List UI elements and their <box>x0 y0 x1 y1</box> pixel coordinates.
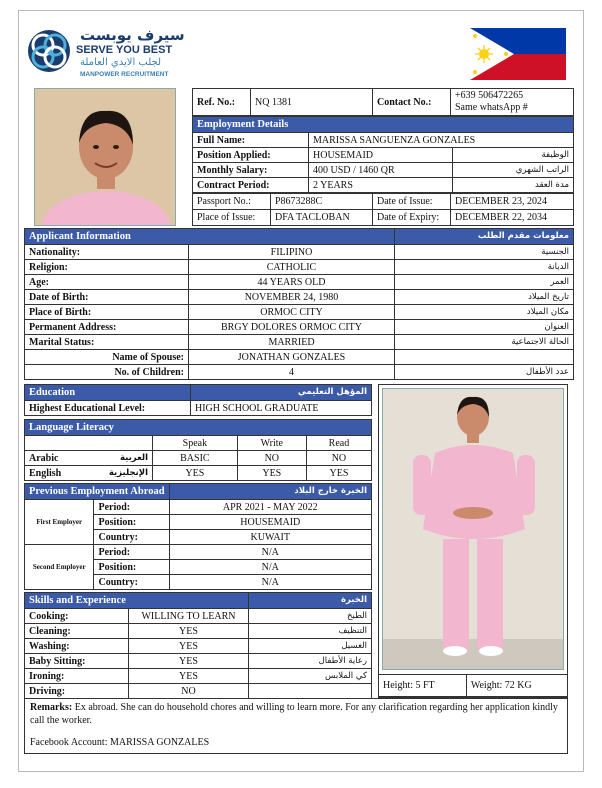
passport-no-label: Passport No.: <box>193 194 271 210</box>
english-write: YES <box>237 466 306 481</box>
nationality-label: Nationality: <box>25 245 189 260</box>
applicant-title: Applicant Information <box>25 229 395 245</box>
brand-name: SERVE YOU BEST <box>76 44 173 56</box>
driving-value: NO <box>129 684 249 699</box>
first-position-value: HOUSEMAID <box>169 515 371 530</box>
ref-label: Ref. No.: <box>193 89 251 116</box>
height-value: Height: 5 FT <box>379 675 467 697</box>
employment-title: Employment Details <box>193 117 574 133</box>
skills-title: Skills and Experience <box>25 593 249 609</box>
first-position-label: Position: <box>94 515 169 530</box>
spouse-arabic <box>395 350 574 365</box>
second-country-label: Country: <box>94 575 169 590</box>
driving-label: Driving: <box>25 684 129 699</box>
second-employer-label: Second Employer <box>25 545 94 590</box>
brand-tagline: MANPOWER RECRUITMENT <box>80 71 169 78</box>
driving-arabic <box>249 684 372 699</box>
dob-arabic: تاريخ الميلاد <box>395 290 574 305</box>
english-lang-arabic: الإنجليزية <box>108 467 148 478</box>
first-country-label: Country: <box>94 530 169 545</box>
expiry-label: Date of Expiry: <box>373 210 451 226</box>
age-label: Age: <box>25 275 189 290</box>
religion-label: Religion: <box>25 260 189 275</box>
brand-arabic-name: سيرف يوبست <box>80 26 185 44</box>
babysitting-label: Baby Sitting: <box>25 654 129 669</box>
place-issue-value: DFA TACLOBAN <box>271 210 373 226</box>
washing-arabic: الغسيل <box>249 639 372 654</box>
babysitting-arabic: رعاية الأطفال <box>249 654 372 669</box>
applicant-table <box>24 228 574 380</box>
arabic-read: NO <box>306 451 371 466</box>
passport-table <box>192 193 574 226</box>
address-value: BRGY DOLORES ORMOC CITY <box>189 320 395 335</box>
first-period-label: Period: <box>94 500 169 515</box>
philippine-flag <box>470 28 566 80</box>
previous-employment-table <box>24 483 372 590</box>
passport-no-value: P8673288C <box>271 194 373 210</box>
previous-title: Previous Employment Abroad <box>25 484 170 500</box>
second-period-label: Period: <box>94 545 169 560</box>
applicant-full-body-photo <box>382 388 564 670</box>
remarks-label: Remarks: <box>30 702 73 713</box>
education-label: Highest Educational Level: <box>25 401 191 416</box>
age-value: 44 YEARS OLD <box>189 275 395 290</box>
place-issue-label: Place of Issue: <box>193 210 271 226</box>
marital-label: Marital Status: <box>25 335 189 350</box>
language-table <box>24 419 372 481</box>
cooking-label: Cooking: <box>25 609 129 624</box>
applicant-portrait-photo <box>34 88 176 226</box>
pob-label: Place of Birth: <box>25 305 189 320</box>
expiry-value: DECEMBER 22, 2034 <box>451 210 574 226</box>
age-arabic: العمر <box>395 275 574 290</box>
ironing-arabic: كي الملابس <box>249 669 372 684</box>
fullname-value: MARISSA SANGUENZA GONZALES <box>309 133 574 148</box>
babysitting-value: YES <box>129 654 249 669</box>
arabic-lang-label: Arabic <box>29 452 59 464</box>
first-period-value: APR 2021 - MAY 2022 <box>169 500 371 515</box>
english-lang-label: English <box>29 467 62 479</box>
arabic-lang-cell <box>25 451 153 466</box>
position-arabic: الوظيفة <box>453 148 574 163</box>
cooking-value: WILLING TO LEARN <box>129 609 249 624</box>
contact-value <box>451 89 574 116</box>
remarks-text: Ex abroad. She can do household chores and willing to learn more. For any clarification regarding her application kindly call the worker. <box>30 702 558 726</box>
english-speak: YES <box>153 466 238 481</box>
marital-arabic: الحالة الاجتماعية <box>395 335 574 350</box>
children-value: 4 <box>189 365 395 380</box>
ironing-value: YES <box>129 669 249 684</box>
language-blank-cell <box>25 436 153 451</box>
issue-date-value: DECEMBER 23, 2024 <box>451 194 574 210</box>
address-label: Permanent Address: <box>25 320 189 335</box>
position-label: Position Applied: <box>193 148 309 163</box>
fullname-label: Full Name: <box>193 133 309 148</box>
arabic-lang-arabic: العربية <box>119 452 148 463</box>
marital-value: MARRIED <box>189 335 395 350</box>
english-lang-cell <box>25 466 153 481</box>
religion-arabic: الديانة <box>395 260 574 275</box>
spouse-label: Name of Spouse: <box>25 350 189 365</box>
position-value: HOUSEMAID <box>309 148 453 163</box>
arabic-speak: BASIC <box>153 451 238 466</box>
cleaning-value: YES <box>129 624 249 639</box>
cleaning-arabic: التنظيف <box>249 624 372 639</box>
dob-label: Date of Birth: <box>25 290 189 305</box>
children-arabic: عدد الأطفال <box>395 365 574 380</box>
company-logo <box>26 28 72 74</box>
contract-value: 2 YEARS <box>309 178 453 193</box>
language-title: Language Literacy <box>25 420 372 436</box>
write-header: Write <box>237 436 306 451</box>
ironing-label: Ironing: <box>25 669 129 684</box>
remarks-line <box>30 701 562 727</box>
pob-arabic: مكان الميلاد <box>395 305 574 320</box>
second-position-value: N/A <box>169 560 371 575</box>
second-period-value: N/A <box>169 545 371 560</box>
children-label: No. of Children: <box>25 365 189 380</box>
skills-title-arabic: الخبرة <box>249 593 372 609</box>
salary-label: Monthly Salary: <box>193 163 309 178</box>
read-header: Read <box>306 436 371 451</box>
english-read: YES <box>306 466 371 481</box>
contact-number: +639 506472265 <box>455 90 524 101</box>
education-title-arabic: المؤهل التعليمي <box>191 385 372 401</box>
cleaning-label: Cleaning: <box>25 624 129 639</box>
remarks-box <box>24 698 568 754</box>
salary-value: 400 USD / 1460 QR <box>309 163 453 178</box>
contact-note: Same whatsApp # <box>455 102 528 113</box>
pob-value: ORMOC CITY <box>189 305 395 320</box>
education-table <box>24 384 372 416</box>
address-arabic: العنوان <box>395 320 574 335</box>
facebook-account: Facebook Account: MARISSA GONZALES <box>30 737 210 748</box>
previous-title-arabic: الخبرة خارج البلاد <box>169 484 371 500</box>
speak-header: Speak <box>153 436 238 451</box>
first-country-value: KUWAIT <box>169 530 371 545</box>
applicant-title-arabic: معلومات مقدم الطلب <box>395 229 574 245</box>
brand-arabic-tagline: لجلب الايدي العاملة <box>80 57 162 68</box>
salary-arabic: الراتب الشهري <box>453 163 574 178</box>
washing-value: YES <box>129 639 249 654</box>
contract-arabic: مدة العقد <box>453 178 574 193</box>
issue-date-label: Date of Issue: <box>373 194 451 210</box>
weight-value: Weight: 72 KG <box>466 675 567 697</box>
contract-label: Contract Period: <box>193 178 309 193</box>
ref-value: NQ 1381 <box>251 89 373 116</box>
dob-value: NOVEMBER 24, 1980 <box>189 290 395 305</box>
measurements-table <box>378 674 568 697</box>
cooking-arabic: الطبخ <box>249 609 372 624</box>
first-employer-label: First Employer <box>25 500 94 545</box>
spouse-value: JONATHAN GONZALES <box>189 350 395 365</box>
education-value: HIGH SCHOOL GRADUATE <box>191 401 372 416</box>
religion-value: CATHOLIC <box>189 260 395 275</box>
second-position-label: Position: <box>94 560 169 575</box>
nationality-value: FILIPINO <box>189 245 395 260</box>
logo-mark-icon <box>26 28 72 74</box>
washing-label: Washing: <box>25 639 129 654</box>
employment-table <box>192 116 574 193</box>
second-country-value: N/A <box>169 575 371 590</box>
contact-label: Contact No.: <box>373 89 451 116</box>
skills-table <box>24 592 372 699</box>
nationality-arabic: الجنسية <box>395 245 574 260</box>
arabic-write: NO <box>237 451 306 466</box>
ref-table <box>192 88 574 116</box>
education-title: Education <box>25 385 191 401</box>
